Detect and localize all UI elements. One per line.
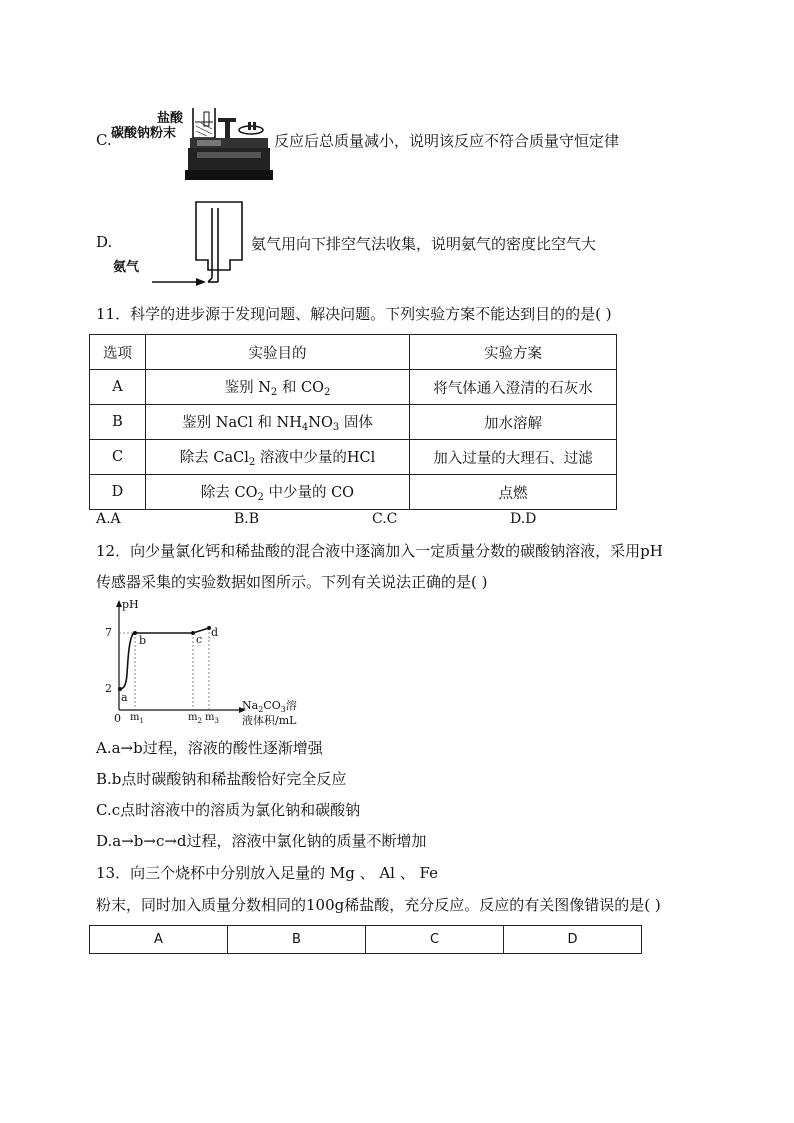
y-tick-2: 2 [105, 682, 112, 695]
y-tick-7: 7 [105, 626, 112, 639]
table-cell-goal: 除去 CaCl$_2$ 溶液中少量的HCl [146, 440, 410, 475]
q11-answer-b: B.B [234, 511, 260, 527]
table-header-cell: 实验方案 [410, 335, 617, 370]
table-row [90, 370, 617, 405]
x-axis-label-line1: $Na_2CO_3$溶 [242, 699, 297, 714]
q11-table [89, 334, 617, 510]
q12-option-b: B.b点时碳酸钠和稀盐酸恰好完全反应 [96, 770, 347, 788]
table-row [90, 405, 617, 440]
label-ammonia: 氨气 [113, 260, 140, 275]
point-c-label: c [196, 633, 203, 646]
table-row [90, 475, 617, 510]
point-d-label: d [211, 626, 219, 639]
table-header-cell: B [228, 926, 366, 954]
table-header-cell: 选项 [90, 335, 146, 370]
point-b-label: b [139, 634, 147, 647]
label-hydrochloric-acid: 盐酸 [157, 111, 184, 126]
table-cell-plan: 加入过量的大理石、过滤 [410, 440, 617, 475]
q12-stem-line1: 12．向少量氯化钙和稀盐酸的混合液中逐滴加入一定质量分数的碳酸钠溶液，采用pH [96, 542, 663, 560]
x-axis-label-line2: 液体积/mL [242, 714, 297, 727]
table-cell-goal: 鉴别 $N_2$ 和 $CO_2$ [146, 370, 410, 405]
x-tick-m2: $m_2$ [188, 712, 202, 725]
q13-table [89, 925, 642, 954]
table-cell-plan: 将气体通入澄清的石灰水 [410, 370, 617, 405]
table-header-cell: D [504, 926, 642, 954]
table-header-cell: C [366, 926, 504, 954]
point-b [133, 631, 137, 635]
x-tick-m1: $m_1$ [130, 712, 144, 725]
table-header-row [90, 926, 642, 954]
table-cell-goal: 除去 $CO_2$ 中少量的 CO [146, 475, 410, 510]
table-header-row [90, 335, 617, 370]
option-d-letter: D. [96, 233, 113, 251]
q13-stem-line2: 粉末，同时加入质量分数相同的100g稀盐酸，充分反应。反应的有关图像错误的是( ) [96, 896, 661, 914]
q11-answer-a: A.A [96, 511, 121, 527]
gas-collection-illustration [150, 198, 260, 288]
x-tick-m3: $m_3$ [205, 712, 219, 725]
table-cell-goal: 鉴别 NaCl 和 $NH_4NO_3$ 固体 [146, 405, 410, 440]
table-row [90, 440, 617, 475]
label-sodium-carbonate-powder: 碳酸钠粉末 [111, 126, 177, 141]
point-c [191, 631, 195, 635]
q11-answer-c: C.C [372, 511, 398, 527]
origin-label: 0 [114, 712, 121, 725]
ph-graph [100, 598, 310, 728]
y-axis-label: pH [122, 598, 139, 611]
table-header-cell: 实验目的 [146, 335, 410, 370]
table-cell-option: C [90, 440, 146, 475]
table-header-cell: A [90, 926, 228, 954]
q11-answer-d: D.D [510, 511, 537, 527]
q12-option-c: C.c点时溶液中的溶质为氯化钠和碳酸钠 [96, 801, 361, 819]
table-cell-option: A [90, 370, 146, 405]
table-cell-plan: 加水溶解 [410, 405, 617, 440]
point-a-label: a [121, 691, 128, 704]
table-cell-option: D [90, 475, 146, 510]
table-cell-option: B [90, 405, 146, 440]
q13-stem-line1: 13．向三个烧杯中分别放入足量的 Mg 、 Al 、 Fe [96, 864, 438, 882]
option-c-text: 反应后总质量减小，说明该反应不符合质量守恒定律 [274, 132, 620, 150]
q12-option-d: D.a→b→c→d过程，溶液中氯化钠的质量不断增加 [96, 832, 427, 850]
option-d-text: 氨气用向下排空气法收集，说明氨气的密度比空气大 [251, 235, 597, 253]
q11-stem: 11．科学的进步源于发现问题、解决问题。下列实验方案不能达到目的的是( ) [96, 305, 612, 323]
option-c-letter: C. [96, 131, 112, 149]
q12-stem-line2: 传感器采集的实验数据如图所示。下列有关说法正确的是( ) [96, 573, 488, 591]
table-cell-plan: 点燃 [410, 475, 617, 510]
q12-option-a: A.a→b过程，溶液的酸性逐渐增强 [96, 739, 323, 757]
balance-apparatus-illustration [185, 104, 275, 184]
